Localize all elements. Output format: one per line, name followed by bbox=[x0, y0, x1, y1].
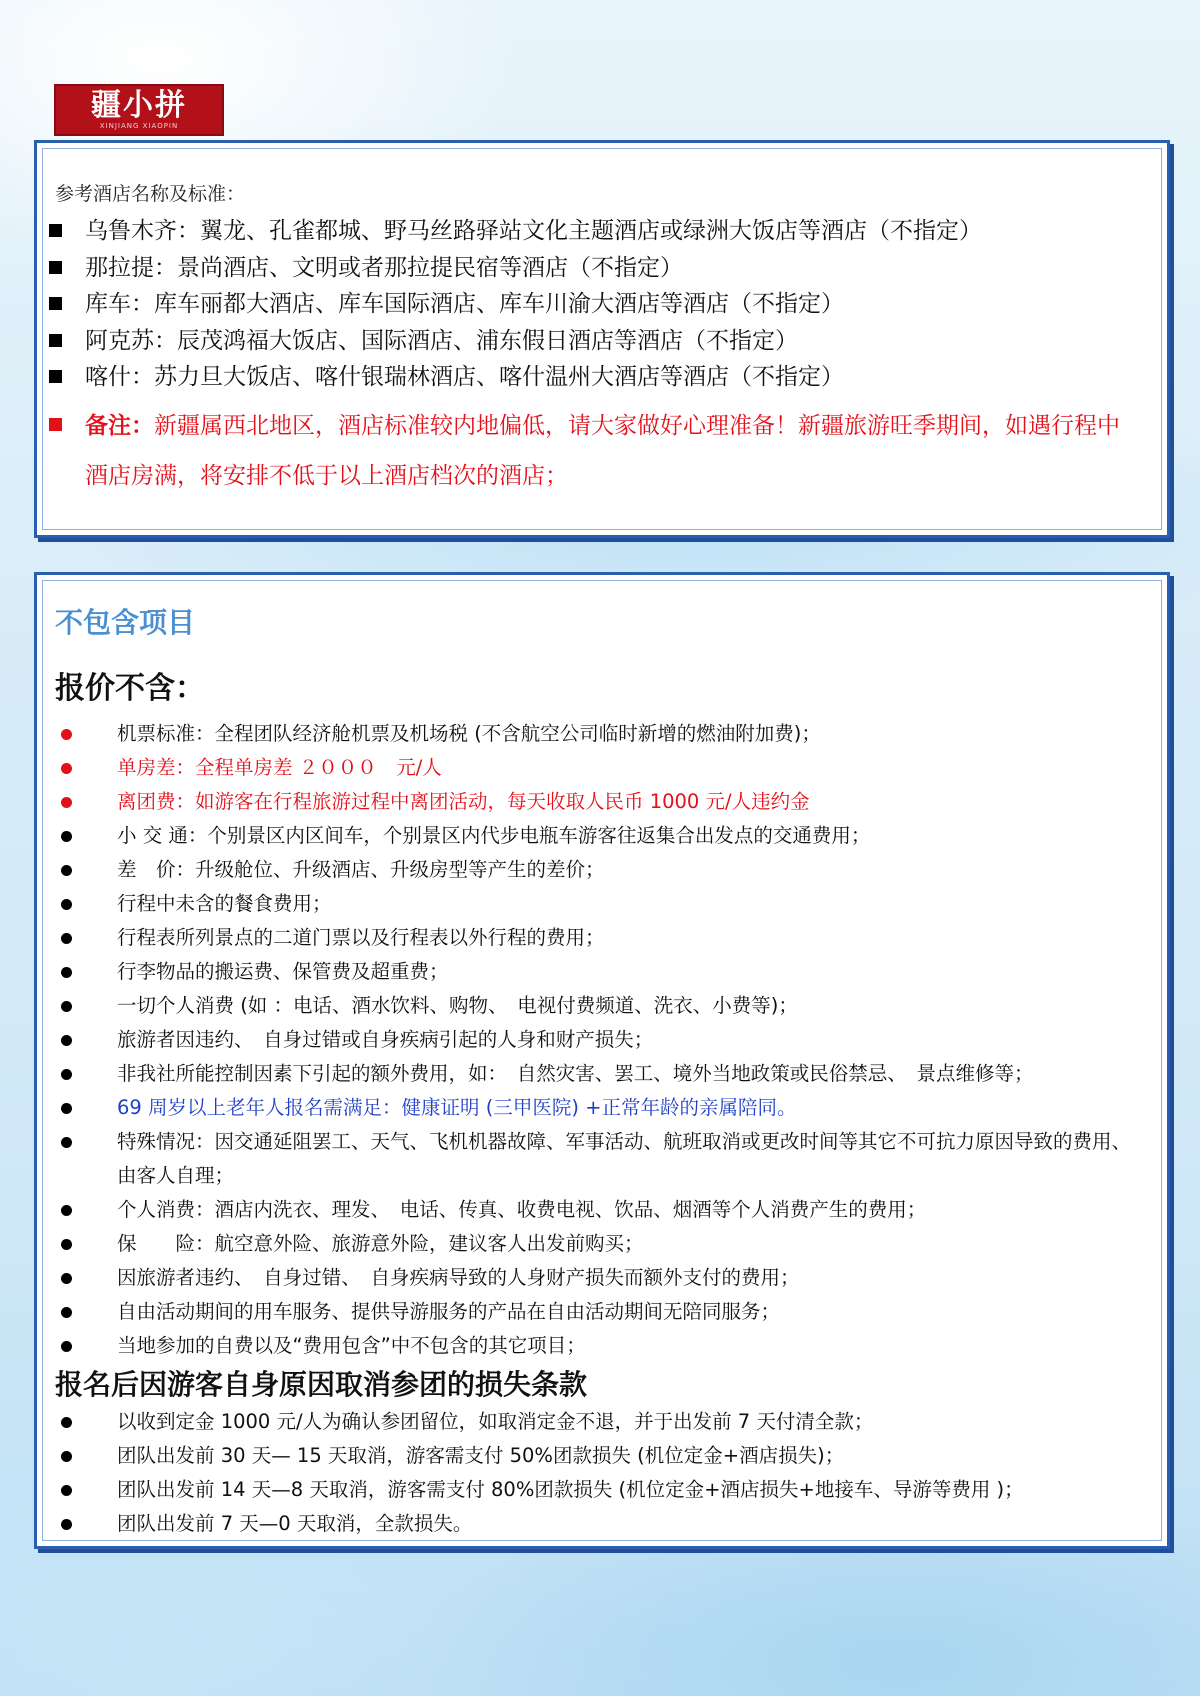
square-bullet-icon bbox=[49, 224, 62, 237]
cancellation-item: 团队出发前 7 天—0 天取消，全款损失。 bbox=[55, 1507, 1153, 1541]
list-item: 保 险：航空意外险、旅游意外险，建议客人出发前购买； bbox=[55, 1227, 1153, 1261]
bullet-icon bbox=[61, 831, 72, 842]
hotel-item: 那拉提：景尚酒店、文明或者那拉提民宿等酒店（不指定） bbox=[47, 250, 1157, 287]
list-item: 离团费：如游客在行程旅游过程中离团活动，每天收取人民币 1000 元/人违约金 bbox=[55, 785, 1153, 819]
list-item: 一切个人消费 (如 ：电话、酒水饮料、购物、 电视付费频道、洗衣、小费等)； bbox=[55, 989, 1153, 1023]
note-line-1: 新疆属西北地区，酒店标准较内地偏低，请大家做好心理准备！新疆旅游旺季期间，如遇行程中 bbox=[154, 413, 1120, 439]
note-label: 备注： bbox=[85, 413, 154, 439]
hotel-list bbox=[47, 213, 1157, 396]
bullet-icon bbox=[61, 1417, 72, 1428]
bullet-icon bbox=[61, 1307, 72, 1318]
hotel-item: 喀什：苏力旦大饭店、喀什银瑞林酒店、喀什温州大酒店等酒店（不指定） bbox=[47, 359, 1157, 396]
list-item: 单房差：全程单房差 ２０００ 元/人 bbox=[55, 751, 1153, 785]
bullet-icon bbox=[61, 763, 72, 774]
hotel-item: 阿克苏：辰茂鸿福大饭店、国际酒店、浦东假日酒店等酒店（不指定） bbox=[47, 323, 1157, 360]
list-item: 旅游者因违约、 自身过错或自身疾病引起的人身和财产损失； bbox=[55, 1023, 1153, 1057]
cancellation-item: 以收到定金 1000 元/人为确认参团留位，如取消定金不退，并于出发前 7 天付清全款； bbox=[55, 1405, 1153, 1439]
list-item: 小 交 通：个别景区内区间车，个别景区内代步电瓶车游客往返集合出发点的交通费用； bbox=[55, 819, 1153, 853]
bullet-icon bbox=[61, 1451, 72, 1462]
list-item: 机票标准：全程团队经济舱机票及机场税 (不含航空公司临时新增的燃油附加费)； bbox=[55, 717, 1153, 751]
bullet-icon bbox=[61, 1485, 72, 1496]
bullet-icon bbox=[61, 729, 72, 740]
list-item: 行程中未含的餐食费用； bbox=[55, 887, 1153, 921]
excluded-list bbox=[55, 717, 1153, 1541]
bullet-icon bbox=[61, 967, 72, 978]
hotel-note bbox=[47, 401, 1167, 501]
note-line-2: 酒店房满，将安排不低于以上酒店档次的酒店； bbox=[85, 463, 568, 489]
bullet-icon bbox=[61, 1137, 72, 1148]
bullet-icon bbox=[61, 1341, 72, 1352]
section-title: 不包含项目 bbox=[55, 606, 196, 639]
list-item: 69 周岁以上老年人报名需满足：健康证明 (三甲医院) +正常年龄的亲属陪同。 bbox=[55, 1091, 1153, 1125]
list-item: 自由活动期间的用车服务、提供导游服务的产品在自由活动期间无陪同服务； bbox=[55, 1295, 1153, 1329]
list-item: 当地参加的自费以及“费用包含”中不包含的其它项目； bbox=[55, 1329, 1153, 1363]
bullet-icon bbox=[61, 797, 72, 808]
list-item: 因旅游者违约、 自身过错、 自身疾病导致的人身财产损失而额外支付的费用； bbox=[55, 1261, 1153, 1295]
bullet-icon bbox=[61, 1273, 72, 1284]
list-item: 非我社所能控制因素下引起的额外费用，如： 自然灾害、罢工、境外当地政策或民俗禁忌、 景点维修等； bbox=[55, 1057, 1153, 1091]
bullet-icon bbox=[61, 1205, 72, 1216]
bullet-icon bbox=[61, 1069, 72, 1080]
excluded-items-panel bbox=[34, 572, 1170, 1549]
excluded-subtitle: 报价不含： bbox=[55, 671, 205, 706]
hotel-item: 库车：库车丽都大酒店、库车国际酒店、库车川渝大酒店等酒店（不指定） bbox=[47, 286, 1157, 323]
cancellation-title: 报名后因游客自身原因取消参团的损失条款 bbox=[55, 1368, 588, 1401]
brand-logo bbox=[54, 84, 224, 136]
bullet-icon bbox=[61, 865, 72, 876]
hotel-standards-panel bbox=[34, 140, 1170, 538]
bullet-icon bbox=[61, 933, 72, 944]
cancellation-item: 团队出发前 30 天— 15 天取消，游客需支付 50%团款损失 (机位定金+酒店损失)； bbox=[55, 1439, 1153, 1473]
hotel-heading: 参考酒店名称及标准： bbox=[55, 183, 246, 205]
list-item: 特殊情况：因交通延阻罢工、天气、飞机机器故障、军事活动、航班取消或更改时间等其它不可抗力原因导致的费用、 由客人自理； bbox=[55, 1125, 1153, 1193]
bullet-icon bbox=[61, 1103, 72, 1114]
bullet-icon bbox=[61, 1519, 72, 1530]
list-item: 行程表所列景点的二道门票以及行程表以外行程的费用； bbox=[55, 921, 1153, 955]
logo-subtext: XINJIANG XIAOPIN bbox=[99, 121, 179, 130]
bullet-icon bbox=[61, 1239, 72, 1250]
square-bullet-icon bbox=[49, 297, 62, 310]
bullet-icon bbox=[61, 899, 72, 910]
hotel-item: 乌鲁木齐：翼龙、孔雀都城、野马丝路驿站文化主题酒店或绿洲大饭店等酒店（不指定） bbox=[47, 213, 1157, 250]
cancellation-item: 团队出发前 14 天—8 天取消，游客需支付 80%团款损失 (机位定金+酒店损失+地接车、导游等费用 )； bbox=[55, 1473, 1153, 1507]
square-bullet-icon bbox=[49, 370, 62, 383]
logo-text: 疆小拼 bbox=[91, 87, 187, 123]
list-item: 个人消费：酒店内洗衣、理发、 电话、传真、收费电视、饮品、烟酒等个人消费产生的费用； bbox=[55, 1193, 1153, 1227]
square-bullet-icon bbox=[49, 418, 62, 431]
bullet-icon bbox=[61, 1035, 72, 1046]
bullet-icon bbox=[61, 1001, 72, 1012]
square-bullet-icon bbox=[49, 261, 62, 274]
list-item: 行李物品的搬运费、保管费及超重费； bbox=[55, 955, 1153, 989]
list-item: 差 价：升级舱位、升级酒店、升级房型等产生的差价； bbox=[55, 853, 1153, 887]
square-bullet-icon bbox=[49, 334, 62, 347]
